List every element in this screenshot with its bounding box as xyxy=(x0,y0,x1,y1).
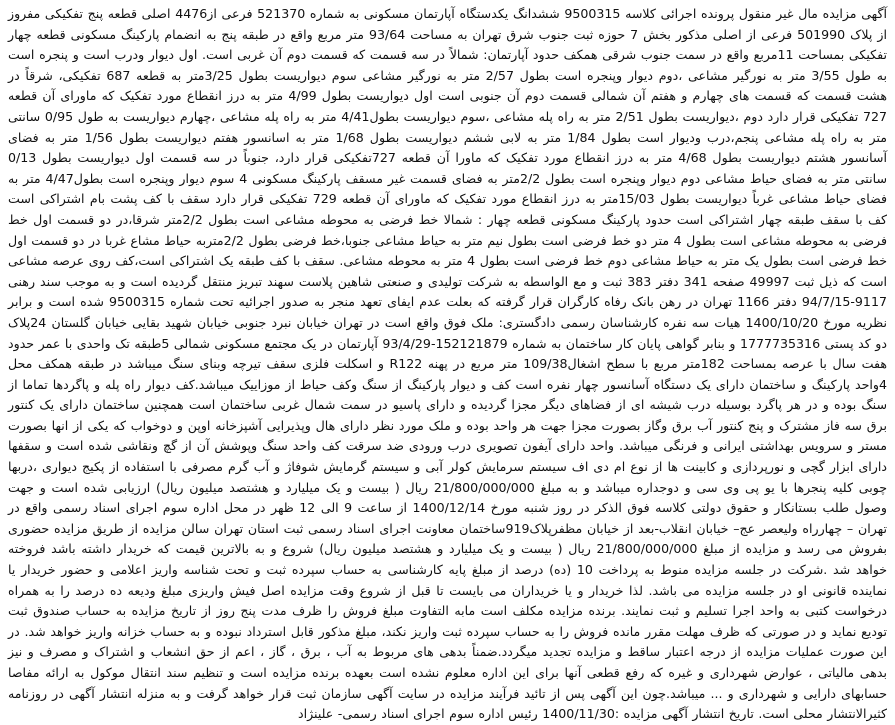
auction-notice-text: آگهی مزایده مال غیر منقول پرونده اجرائی کلاسه 9500315 ششدانگ یکدستگاه آپارتمان مسکونی به شماره 521370 فرعی از4476 اصلی قطعه پنج تفکیکی مفروز از پلاک 501990 فرعی از اصلی مذکور بخش 7 حوزه ثبت جنوب شرق تهران به مساحت 93/64 متر مربع واقع در طبقه پنج به انضمام پارکینگ مسکونی قطعه چهار تفکیکی بمساحت 11مربع واقع در سمت جنوب شرقی همکف حدود آپارتمان: شمالاً در سه قسمت که قسمت دوم آن غربی است. اول دیوار ودرب است و پنجره است به طول 3/55 متر به نورگیر مشاعی ،دوم دیوار وپنجره است بطول 2/57 متر به نورگیر مشاعی سوم دیواریست بطول 3/25متر به قطعه 687 تفکیکی، شرقاً در هشت قسمت که قسمت های چهارم و هفتم آن شمالی قسمت دوم آن جنوبی است اول دیواریست بطول 4/99 متر به درز انقطاع مورد تفکیک که ماورای آن قطعه 727 تفکیکی قرار دارد دوم ،دیواریست بطول 2/51 متر به راه پله مشاعی ،سوم دیواریست بطول4/41 متر به راه پله مشاعی ،چهارم دیواریست به طول 0/95 سانتی متر به راه پله مشاعی پنجم،درب ودیوار است بطول 1/84 متر به لابی ششم دیواریست بطول 1/68 متر به اسانسور هفتم دیواریست بطول 1/56 متر به فضای آسانسور هشتم دیواریست بطول 4/68 متر به درز انقطاع مورد تفکیک که ماورا آن قطعه 727تفکیکی قرار دارد، جنوباً در سه قسمت اول دیواریست بطول 0/13 سانتی متر به فضای حیاط مشاعی دوم دیوار وپنجره است بطول 2/2متر به فضای قسمت غیر مسقف پارکینگ مسکونی 4 سوم دیوار وپنجره است بطول4/47 متر به فضای حیاط مشاعی غرباً دیواریست بطول 15/03متر به درز انقطاع مورد تفکیک که ماورای آن قطعه 729 تفکیکی قرار دارد سقف با کف پشت بام اشتراکی است کف با سقف طبقه چهار اشتراکی است حدود پارکینگ مسکونی قطعه چهار : شمالا خط فرضی به محوطه مشاعی است بطول 2/2متر شرقا،در دو قسمت اول خط فرضی به محوطه مشاعی است بطول 4 متر دو خط فرضی است بطول نیم متر به حیاط مشاعی جنوبا،خط فرضی بطول 2/2متربه حیاط مشاع غربا در دو قسمت اول خط فرضی است بطول یک متر به حیاط مشاعی دوم خط فرضی است بطول 4 متر به محوطه مشاعی. سقف با کف طبقه یک اشتراکی است،کف روی عرصه مشاعی است که ذیل ثبت 49997 صفحه 341 دفتر 383 ثبت و مع الواسطه به شرکت تولیدی و صنعتی شاهین پلاست سهند تبریز منتقل گردیده است و به موجب سند رهنی 9117-94/7/15 دفتر 1166 تهران در رهن بانک رفاه کارگران قرار گرفته که بعلت عدم ایفای تعهد منجر به صدور اجرائیه تحت شماره 9500315 شده است و برابر نظریه مورخ 1400/10/20 هیات سه نفره کارشناسان رسمی دادگستری: ملک فوق واقع است در تهران خیابان نبرد جنوبی خیابان شهید بقایی خیابان گلستان 24پلاک دو کد پستی 1777735316 و بنابر گواهی پایان کار ساختمان به شماره 152121879-93/4/29 آپارتمان در یک مجتمع مسکونی شمالی 5طبقه تک واحدی با عمر حدود هفت سال با عرصه بمساحت 182متر مربع با سطح اشغال109/38 متر مربع در پهنه R122 و اسکلت فلزی سقف تیرچه وبنای سنگ میباشد در طبقه همکف محل 4واحد پارکینگ و ساختمان دارای یک دستگاه آسانسور چهار نفره است کف و دیوار پارکینگ از سنگ وکف حیاط از موزاییک میباشد.کف دیوار راه پله و پاگردها تماما از سنگ بوده و در هر پاگرد بوسیله درب شیشه ای از فضاهای دیگر مجزا گردیده و دارای پاسیو در سمت شمال غربی ساختمان است همچنین ساختمان دارای یک کنتور برق سه فاز مشترک و پنج کنتور آب برق وگاز بصورت مجزا جهت هر واحد بوده و ملک مورد نظر دارای هال وپذیرایی آشپزخانه اوپن و دوخواب که یکی از انها بصورت مستر و سرویس بهداشتی ایرانی و فرنگی میباشد. واحد دارای آیفون تصویری درب ورودی ضد سرقت کف واحد سنگ وپوشش آن از گچ ونقاشی شده است و سقفها دارای ابزار گچی و نورپردازی و کابینت ها از نوع ام دی اف سیستم سرمایش کولر آبی و سیستم گرمایش شوفاژ و آب گرم مصرفی با استفاده از پکیج دیواری ،دربها چوبی کلیه پنجرها با یو پی وی سی و دوجداره میباشد و به مبلغ 21/800/000/000 ریال ( بیست و یک میلیارد و هشتصد میلیون ریال) ارزیابی شده است و جهت وصول طلب بستانکار و حقوق دولتی کلاسه فوق الذکر در روز شنبه مورخ 1400/12/14 از ساعت 9 الی 12 ظهر در محل اداره سوم اجرای اسناد رسمی واقع در تهران – چهارراه ولیعصر عج– خیابان انقلاب-بعد از خیابان مظفرپلاک919ساختمان معاونت اجرای اسناد رسمی ثبت استان تهران سالن مزایده از طریق مزایده حضوری بفروش می رسد و مزایده از مبلغ 21/800/000/000 ریال ( بیست و یک میلیارد و هشتصد میلیون ریال) شروع و به بالاترین قیمت که خریدار داشته باشد فروخته خواهد شد .شرکت در جلسه مزایده منوط به پرداخت 10 (ده) درصد از مبلغ پایه کارشناسی به حساب سپرده ثبت و تحت شناسه واریز اعلامی و حضور خریدار یا نماینده قانونی او در جلسه مزایده می باشد. لذا خریدار و یا خریداران می بایست تا قبل از شروع وقت مزایده اصل فیش واریزی مبلغ ودیعه ده درصد را به همراه درخواست کتبی به واحد اجرا تسلیم و ثبت نمایند. برنده مزایده مکلف است مابه التفاوت مبلغ فروش را ظرف مدت پنج روز از تاریخ مزایده به حساب صندوق ثبت تودیع نماید و در صورتی که ظرف مهلت مقرر مانده فروش را به حساب سپرده ثبت واریز نکند، مبلغ مذکور قابل استرداد نبوده و به حساب خزانه واریز خواهد شد. در این صورت عملیات مزایده از درجه اعتبار ساقط و مزایده تجدید میگردد.ضمناً بدهی های مربوط به آب ، برق ، گاز ، اعم از حق انشعاب و اشتراک و مصرف و نیز بدهی مالیاتی ، عوارض شهرداری و غیره که رفع قطعی آنها برای این اداره معلوم نشده است بعهده برنده مزایده است و تنظیم سند انتقال موکول به ارائه مفاصا حسابهای دارایی و شهرداری و ... میباشد.چون این آگهی پس از تائید فرآیند مزایده در سایت آگهی سازمان ثبت قرار خواهد گرفت و به منزله انتشار آگهی در روزنامه کثیرالانتشار محلی است. تاریخ انتشار آگهی مزایده :1400/11/30 رئیس اداره سوم اجرای اسناد رسمی- علینژاد xyxy=(8,6,888,722)
